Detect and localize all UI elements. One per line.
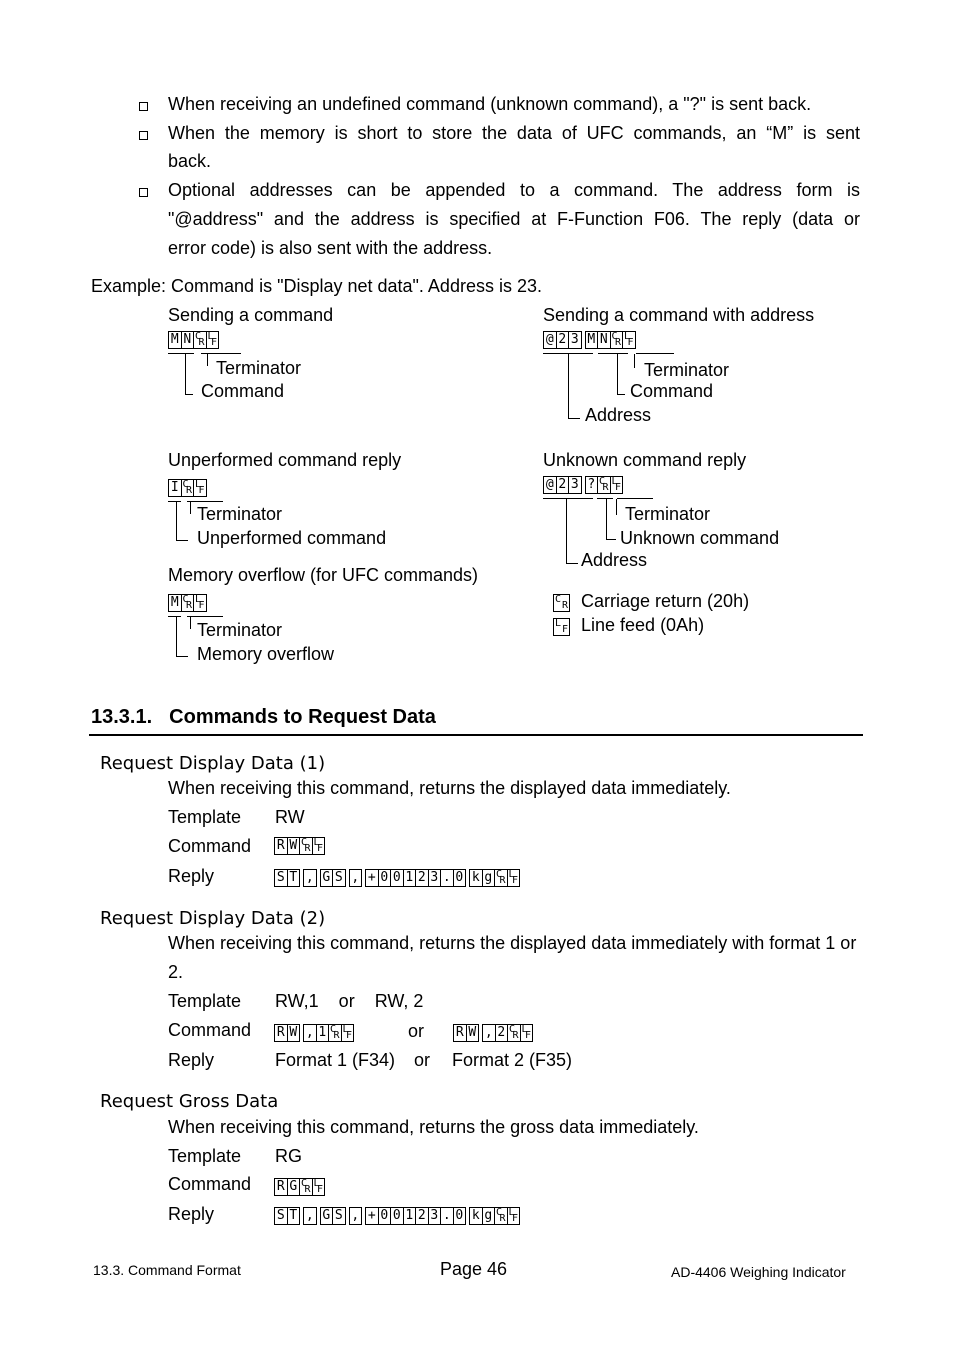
legend-cr [553,594,569,612]
char-box: k [469,869,483,887]
bullet-text-3-line-3: error code) is also sent with the address. [168,238,493,258]
example-line: Example: Command is "Display net data". Address is 23. [91,276,542,296]
pointer-line [616,499,617,515]
lf-symbol: L F [521,1024,531,1041]
bullet-text-3-line-2: "@address" and the address is specified at F-Function F06. The reply (data or [168,209,860,229]
req2-reply-label: Reply [168,1050,215,1070]
char-box: 3 [568,476,582,494]
char-box: G [320,869,334,887]
pointer-line [568,418,580,419]
char-box: k [469,1207,483,1225]
char-box: 2 [556,331,570,349]
char-box: ? [585,476,599,494]
char-box: @ [543,331,557,349]
overflow-boxes [168,594,206,612]
req3-reply-boxes [274,1207,519,1225]
req3-command-label: Command [168,1174,252,1194]
char-box: R [453,1024,467,1042]
label-command: Command [201,381,285,401]
char-box: T [287,869,301,887]
pointer-line [566,499,567,563]
req2-reply-or: or [414,1050,431,1070]
req1-command-label: Command [168,836,252,856]
section-rule [89,734,863,736]
pointer-line [176,617,177,656]
req2-or: or [408,1021,425,1041]
lf-symbol: L F [611,476,621,493]
cr-symbol: C R [182,479,192,496]
brace-line [187,616,223,617]
legend-cr-label: Carriage return (20h) [581,591,750,611]
cr-symbol: C R [496,1207,506,1224]
char-box: W [287,1024,301,1042]
bullet-text-1: When receiving an undefined command (unknown command), a "?" is sent back. [168,94,812,114]
char-box: 3 [428,869,442,887]
cr-symbol: C R [195,331,205,348]
pointer-line [566,563,578,564]
brace-line [598,353,628,354]
lf-symbol: L F [555,618,568,635]
char-box: M [585,331,599,349]
pointer-line [190,502,191,514]
unknown-boxes [543,476,622,494]
char-box: R [274,837,288,855]
label-address: Address [581,550,648,570]
cr-symbol: C R [301,1178,311,1195]
lf-symbol: L F [624,331,634,348]
req1-template-label: Template [168,807,242,827]
char-box: . [440,1207,454,1225]
char-box: , [303,1024,317,1042]
lf-symbol: L F [342,1024,352,1041]
pointer-line [634,354,635,368]
char-box: 1 [403,869,417,887]
req3-command-boxes [274,1178,324,1196]
label-terminator: Terminator [644,360,730,380]
char-box: 0 [378,1207,392,1225]
char-box: N [181,331,195,349]
label-terminator: Terminator [197,504,283,524]
req1-reply-boxes [274,869,519,887]
char-box: g [482,1207,496,1225]
label-terminator: Terminator [216,358,302,378]
req2-command1-boxes [274,1024,353,1042]
brace-line [168,616,181,617]
char-box: G [287,1178,301,1196]
char-box: , [349,869,363,887]
req3-template-label: Template [168,1146,242,1166]
lf-symbol: L F [195,479,205,496]
char-box: 1 [316,1024,330,1042]
req2-template-label: Template [168,991,242,1011]
char-box: , [482,1024,496,1042]
char-box: 3 [568,331,582,349]
char-box: 0 [378,869,392,887]
pointer-line [617,354,618,394]
req1-reply-label: Reply [168,866,215,886]
bullet-text-2-line-2: back. [168,151,212,171]
lf-symbol: L F [195,594,205,611]
char-box: S [274,869,288,887]
req2-description-line-2: 2. [168,962,184,982]
diagram-title-unknown: Unknown command reply [543,450,747,470]
section-title: Commands to Request Data [169,706,436,728]
pointer-line [606,539,616,540]
section-heading [91,706,436,729]
char-box: W [287,837,301,855]
char-box: 2 [495,1024,509,1042]
unperformed-boxes [168,479,206,497]
char-box: S [332,869,346,887]
label-unknown-command: Unknown command [620,528,780,548]
lf-symbol: L F [508,869,518,886]
char-box: S [274,1207,288,1225]
cr-symbol: C R [509,1024,519,1041]
cr-symbol: C R [301,837,311,854]
footer-product: AD-4406 Weighing Indicator [671,1264,846,1280]
bullet-icon [139,131,148,140]
req1-description: When receiving this command, returns the displayed data immediately. [168,778,731,798]
req2-template-value: RW,1 or RW, 2 [275,991,424,1011]
send-command-boxes [168,331,218,349]
char-box: G [320,1207,334,1225]
char-box: 1 [403,1207,417,1225]
char-box: , [303,869,317,887]
char-box: 0 [453,1207,467,1225]
diagram-title-send-addr: Sending a command with address [543,305,815,325]
char-box: M [168,331,182,349]
char-box: N [597,331,611,349]
legend-lf-label: Line feed (0Ah) [581,615,705,635]
req2-description-line-1: When receiving this command, returns the displayed data immediately with format 1 or [168,933,857,953]
lf-symbol: L F [207,331,217,348]
char-box: 2 [415,869,429,887]
pointer-line [176,502,177,540]
lf-symbol: L F [313,1178,323,1195]
pointer-line [185,394,193,395]
req2-reply-value-2: Format 2 (F35) [452,1050,573,1070]
char-box: T [287,1207,301,1225]
cr-symbol: C R [555,594,568,611]
diagram-title-overflow: Memory overflow (for UFC commands) [168,565,479,585]
brace-line [543,498,593,499]
bullet-text-2-line-1: When the memory is short to store the data of UFC commands, an “M” is sent [168,123,860,143]
pointer-line [568,354,569,418]
brace-line [617,498,653,499]
pointer-line [190,617,191,629]
send-addr-boxes [543,331,635,349]
req1-template-value: RW [275,807,305,827]
char-box: , [303,1207,317,1225]
lf-symbol: L F [508,1207,518,1224]
cr-symbol: C R [182,594,192,611]
diagram-title-send: Sending a command [168,305,334,325]
pointer-line [606,499,607,539]
char-box: , [349,1207,363,1225]
label-terminator: Terminator [625,504,711,524]
cr-symbol: C R [330,1024,340,1041]
char-box: 2 [556,476,570,494]
bullet-icon [139,188,148,197]
label-address: Address [585,405,652,425]
pointer-line [185,354,186,394]
req3-description: When receiving this command, returns the gross data immediately. [168,1117,699,1137]
lf-symbol: L F [313,837,323,854]
section-number: 13.3.1. [91,706,153,728]
pointer-line [617,394,625,395]
subheading-req3: Request Gross Data [100,1091,279,1112]
char-box: + [365,1207,379,1225]
label-terminator: Terminator [197,620,283,640]
char-box: 3 [428,1207,442,1225]
bullet-text-3-line-1: Optional addresses can be appended to a command. The address form is [168,180,860,200]
char-box: 2 [415,1207,429,1225]
req3-template-value: RG [275,1146,302,1166]
label-memory-overflow: Memory overflow [197,644,335,664]
cr-symbol: C R [496,869,506,886]
req2-reply-value-1: Format 1 (F34) [275,1050,396,1070]
char-box: + [365,869,379,887]
brace-line [187,501,223,502]
subheading-req1: Request Display Data (1) [100,753,326,774]
footer-section: 13.3. Command Format [93,1262,241,1278]
pointer-line [176,656,188,657]
char-box: S [332,1207,346,1225]
char-box: g [482,869,496,887]
req1-command-boxes [274,837,324,855]
char-box: R [274,1024,288,1042]
page-number: Page 46 [440,1259,508,1279]
label-command: Command [630,381,714,401]
char-box: 0 [453,869,467,887]
char-box: I [168,479,182,497]
req3-reply-label: Reply [168,1204,215,1224]
char-box: @ [543,476,557,494]
pointer-line [176,540,188,541]
cr-symbol: C R [599,476,609,493]
cr-symbol: C R [611,331,621,348]
req2-command-label: Command [168,1020,252,1040]
char-box: R [274,1178,288,1196]
diagram-title-unperformed: Unperformed command reply [168,450,402,470]
char-box: W [466,1024,480,1042]
pointer-line [207,354,208,366]
char-box: M [168,594,182,612]
brace-line [168,501,181,502]
char-box: 0 [390,1207,404,1225]
char-box: 0 [390,869,404,887]
req2-command2-boxes [453,1024,532,1042]
legend-lf [553,618,569,636]
brace-line [636,353,674,354]
char-box: . [440,869,454,887]
bullet-icon [139,102,148,111]
brace-line [168,353,194,354]
subheading-req2: Request Display Data (2) [100,908,326,929]
label-unperformed-command: Unperformed command [197,528,387,548]
brace-line [597,498,613,499]
